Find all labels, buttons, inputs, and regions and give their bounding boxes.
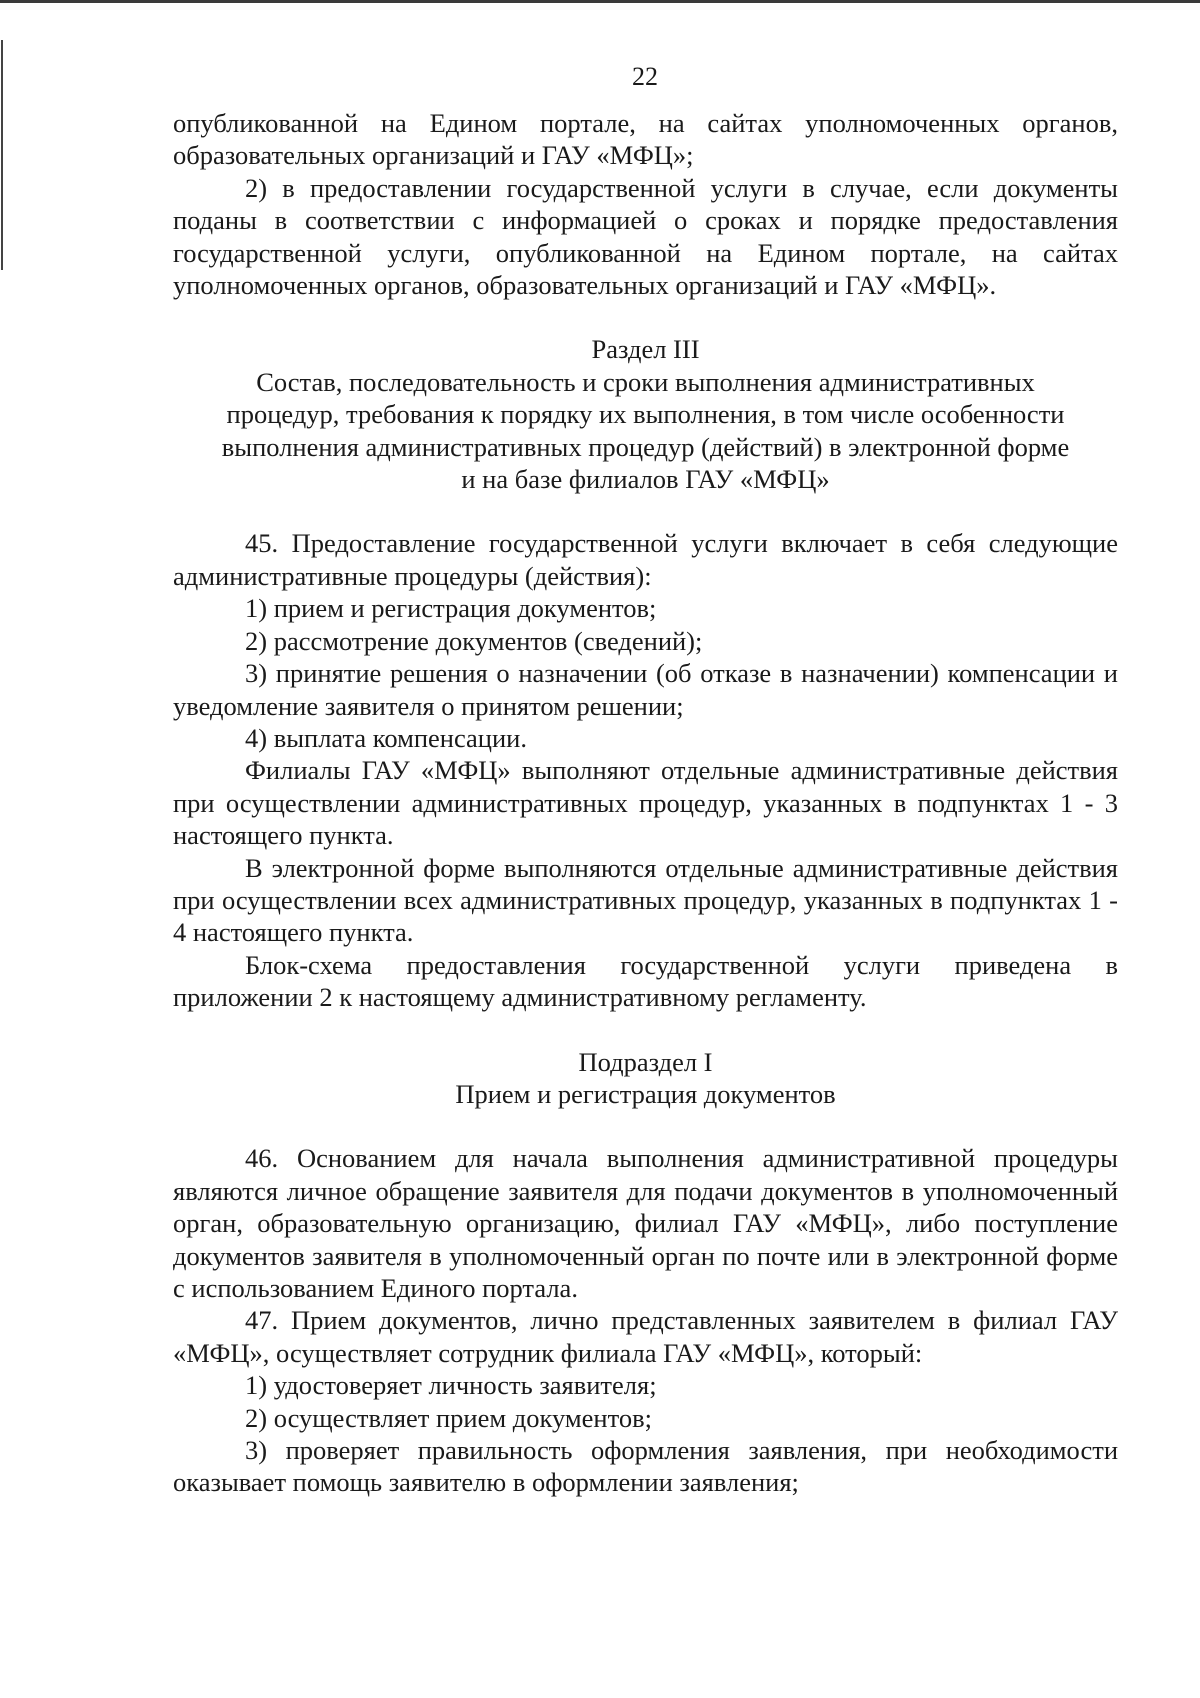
spacer bbox=[173, 301, 1118, 333]
section-title-line-3: выполнения административных процедур (действий) в электронной форме bbox=[221, 431, 1070, 462]
item-47-subitem-1: 1) удостоверяет личность заявителя; bbox=[245, 1370, 657, 1401]
item-46-paragraph: 46. Основанием для начала выполнения административной процедуры являются личное обращение заявителя для подачи документов в уполномоченный орган, образовательную организацию, филиал ГАУ «МФЦ», либо поступление документов заявителя в уполномоченный орган по почте или в электронной форме с использованием Единого портала. bbox=[173, 1143, 1118, 1303]
subsection-label: Подраздел I bbox=[578, 1046, 713, 1077]
item-45-subitem-1: 1) прием и регистрация документов; bbox=[245, 593, 657, 624]
item-45-subitem-4: 4) выплата компенсации. bbox=[245, 722, 527, 753]
document-body bbox=[173, 107, 1118, 1499]
item-47-subitem-3: 3) проверяет правильность оформления заявления, при необходимости оказывает помощь заявителю в оформлении заявления; bbox=[173, 1435, 1118, 1498]
spacer bbox=[173, 1014, 1118, 1046]
item-45-subitem-3: 3) принятие решения о назначении (об отказе в назначении) компенсации и уведомление заявителя о принятом решении; bbox=[173, 658, 1118, 721]
item-45-flowchart-paragraph: Блок-схема предоставления государственной услуги приведена в приложении 2 к настоящему административному регламенту. bbox=[173, 949, 1118, 1013]
spacer bbox=[173, 495, 1118, 527]
item-45-branches-paragraph: Филиалы ГАУ «МФЦ» выполняют отдельные административные действия при осуществлении административных процедур, указанных в подпунктах 1 - 3 настоящего пункта. bbox=[173, 755, 1118, 851]
item-45-subitem-2: 2) рассмотрение документов (сведений); bbox=[245, 625, 703, 656]
spacer bbox=[173, 1110, 1118, 1142]
section-title-line-4: и на базе филиалов ГАУ «МФЦ» bbox=[461, 464, 830, 495]
intro-paragraph-continuation: опубликованной на Едином портале, на сайтах уполномоченных органов, образовательных организаций и ГАУ «МФЦ»; bbox=[173, 108, 1118, 171]
intro-paragraph-2: 2) в предоставлении государственной услуги в случае, если документы поданы в соответствии с информацией о сроках и порядке предоставления государственной услуги, опубликованной на Едином портале, на сайтах уполномоченных органов, образовательных организаций и ГАУ «МФЦ». bbox=[173, 172, 1118, 301]
item-45-intro: 45. Предоставление государственной услуги включает в себя следующие административные процедуры (действия): bbox=[173, 528, 1118, 591]
page-number: 22 bbox=[632, 62, 658, 91]
item-47-subitem-2: 2) осуществляет прием документов; bbox=[245, 1402, 652, 1433]
item-47-intro: 47. Прием документов, лично представленных заявителем в филиал ГАУ «МФЦ», осуществляет сотрудник филиала ГАУ «МФЦ», который: bbox=[173, 1305, 1118, 1368]
section-title-line-1: Состав, последовательность и сроки выполнения административных bbox=[256, 366, 1035, 397]
item-45-electronic-paragraph: В электронной форме выполняются отдельные административные действия при осуществлении всех административных процедур, указанных в подпунктах 1 - 4 настоящего пункта. bbox=[173, 852, 1118, 948]
subsection-title: Прием и регистрация документов bbox=[455, 1078, 836, 1109]
section-title-line-2: процедур, требования к порядку их выполнения, в том числе особенности bbox=[226, 399, 1065, 430]
scan-top-edge bbox=[0, 0, 1200, 3]
section-label: Раздел III bbox=[591, 334, 700, 365]
